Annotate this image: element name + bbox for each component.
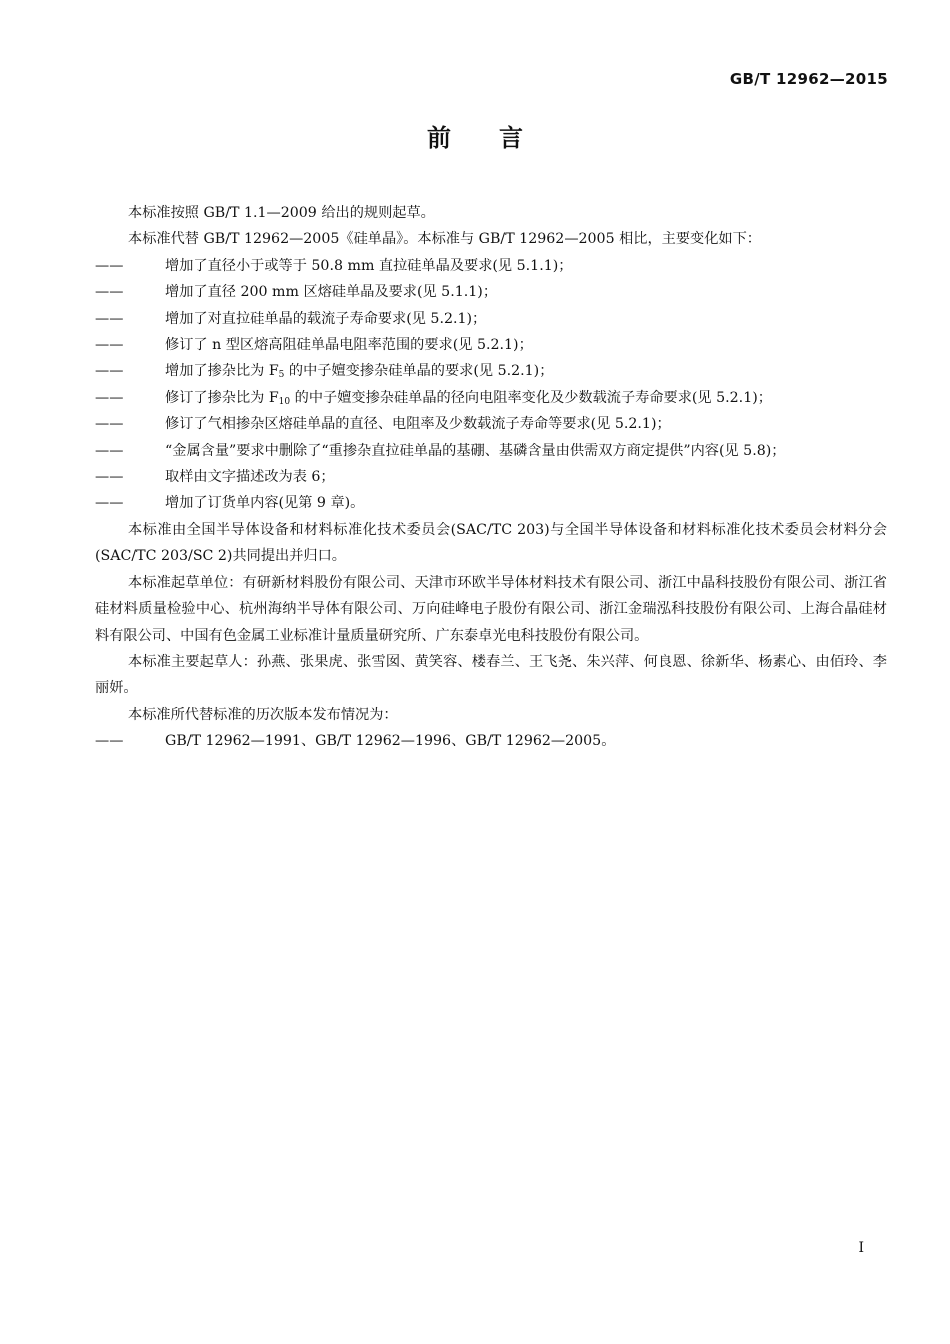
dash-marker: —— xyxy=(95,337,124,354)
dash-marker: —— xyxy=(95,257,124,274)
change-item xyxy=(95,332,887,358)
page-number: I xyxy=(858,1240,864,1256)
paragraph-drafting-units: 本标准起草单位：有研新材料股份有限公司、天津市环欧半导体材料技术有限公司、浙江中晶科技股份有限公司、浙江省硅材料质量检验中心、杭州海纳半导体有限公司、万向硅峰电子股份有限公司、浙江金瑞泓科技股份有限公司、上海合晶硅材料有限公司、中国有色金属工业标准计量质量研究所、广东泰卓光电科技股份有限公司。 xyxy=(95,574,887,644)
change-text: 增加了直径小于或等于 50.8 mm 直拉硅单晶及要求(见 5.1.1)； xyxy=(165,257,573,274)
change-item xyxy=(95,306,887,332)
paragraph-proposer: 本标准由全国半导体设备和材料标准化技术委员会(SAC/TC 203)与全国半导体设备和材料标准化技术委员会材料分会(SAC/TC 203/SC 2)共同提出并归口。 xyxy=(95,521,887,565)
dash-marker: —— xyxy=(95,310,124,327)
change-text: 修订了气相掺杂区熔硅单晶的直径、电阻率及少数载流子寿命等要求(见 5.2.1)； xyxy=(165,416,671,433)
paragraph-history-intro: 本标准所代替标准的历次版本发布情况为： xyxy=(128,706,398,723)
document-body xyxy=(95,200,887,755)
change-text: 取样由文字描述改为表 6； xyxy=(165,469,335,486)
change-item xyxy=(95,490,887,516)
change-item xyxy=(95,411,887,437)
change-item xyxy=(95,253,887,279)
dash-marker: —— xyxy=(95,389,124,406)
paragraph-replacement: 本标准代替 GB/T 12962—2005《硅单晶》。本标准与 GB/T 12962—2005 相比，主要变化如下： xyxy=(128,231,761,248)
dash-marker: —— xyxy=(95,442,124,459)
change-text: 增加了直径 200 mm 区熔硅单晶及要求(见 5.1.1)； xyxy=(165,284,498,301)
change-item xyxy=(95,438,887,464)
change-text: 增加了对直拉硅单晶的载流子寿命要求(见 5.2.1)； xyxy=(165,310,487,327)
standard-code: GB/T 12962—2015 xyxy=(729,70,888,88)
change-item xyxy=(95,279,887,305)
change-item xyxy=(95,358,887,384)
dash-marker: —— xyxy=(95,363,124,380)
dash-marker: —— xyxy=(95,416,124,433)
subscript: 10 xyxy=(278,396,291,407)
change-text-pre: 修订了掺杂比为 F xyxy=(165,389,279,406)
change-text: “金属含量”要求中删除了“重掺杂直拉硅单晶的基硼、基磷含量由供需双方商定提供”内容(见 5.8)； xyxy=(165,442,786,459)
subscript: 5 xyxy=(278,370,285,381)
page-title: 前言 xyxy=(427,124,571,152)
change-text-pre: 增加了掺杂比为 F xyxy=(165,363,279,380)
history-item xyxy=(95,728,887,754)
dash-marker: —— xyxy=(95,284,124,301)
history-text: GB/T 12962—1991、GB/T 12962—1996、GB/T 12962—2005。 xyxy=(165,733,616,750)
change-item xyxy=(95,464,887,490)
change-text-post: 的中子嬗变掺杂硅单晶的要求(见 5.2.1)； xyxy=(284,363,554,380)
dash-marker: —— xyxy=(95,469,124,486)
change-text: 增加了订货单内容(见第 9 章)。 xyxy=(165,495,365,512)
change-item xyxy=(95,385,887,411)
dash-marker: —— xyxy=(95,495,124,512)
change-text: 修订了 n 型区熔高阻硅单晶电阻率范围的要求(见 5.2.1)； xyxy=(165,337,533,354)
paragraph-drafting-rules: 本标准按照 GB/T 1.1—2009 给出的规则起草。 xyxy=(128,205,435,221)
paragraph-drafters: 本标准主要起草人：孙燕、张果虎、张雪囡、黄笑容、楼春兰、王飞尧、朱兴萍、何良恩、徐新华、杨素心、由佰玲、李丽妍。 xyxy=(95,653,887,697)
dash-marker: —— xyxy=(95,733,124,750)
change-text-post: 的中子嬗变掺杂硅单晶的径向电阻率变化及少数载流子寿命要求(见 5.2.1)； xyxy=(290,389,772,406)
